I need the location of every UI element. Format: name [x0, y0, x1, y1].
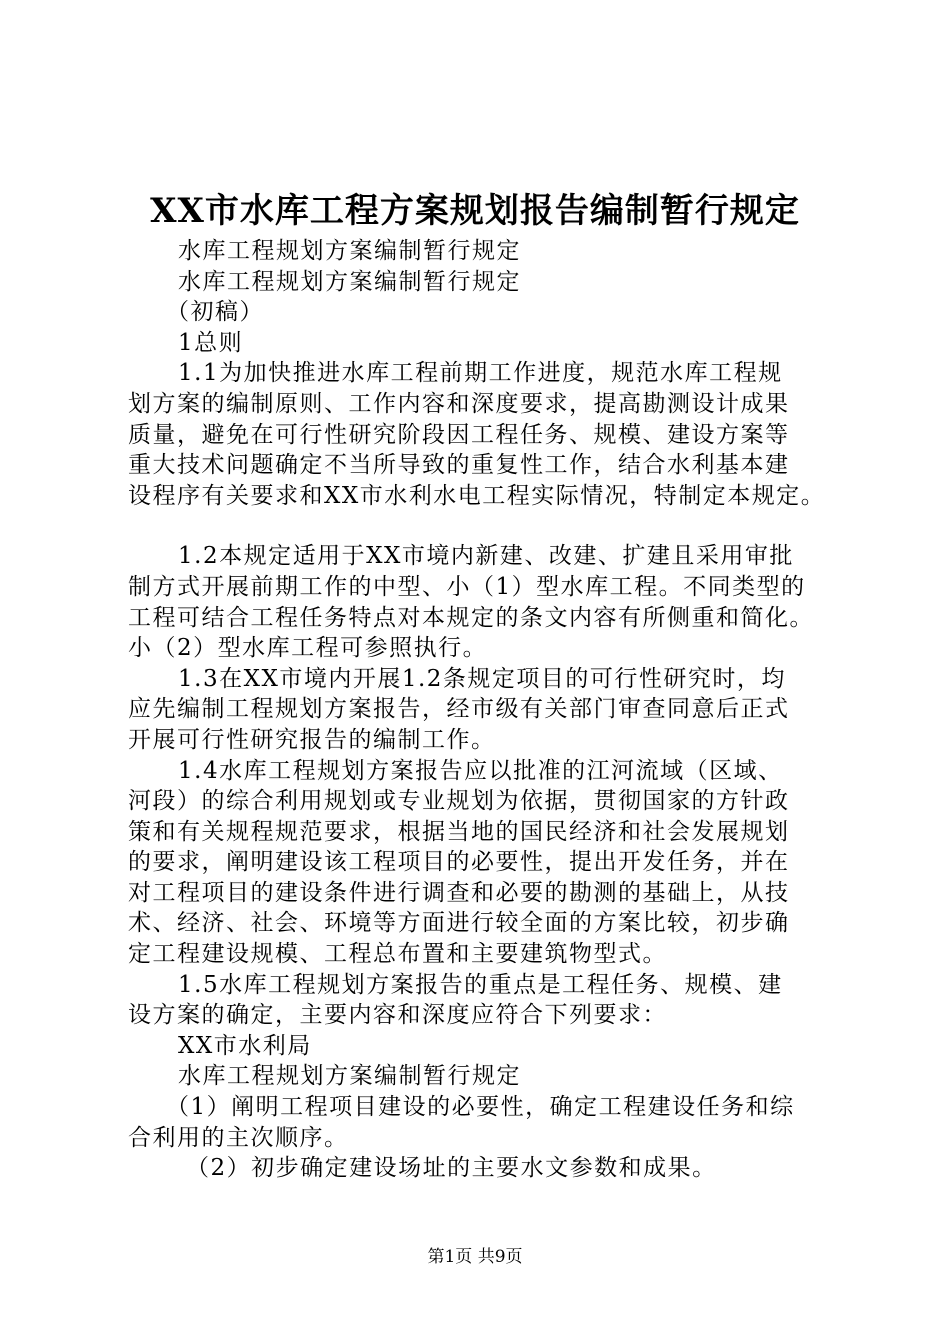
paragraph-line: 策和有关规程规范要求，根据当地的国民经济和社会发展规划: [128, 818, 790, 845]
paragraph-line: 设方案的确定，主要内容和深度应符合下列要求：: [128, 1002, 667, 1029]
paragraph-line: 小（2）型水库工程可参照执行。: [128, 635, 488, 662]
document-body: [128, 236, 832, 1184]
paragraph-line: （1）阐明工程项目建设的必要性，确定工程建设任务和综: [166, 1094, 795, 1121]
paragraph-line: 对工程项目的建设条件进行调查和必要的勘测的基础上，从技: [128, 879, 790, 906]
paragraph-line: 1.5水库工程规划方案报告的重点是工程任务、规模、建: [178, 971, 783, 998]
paragraph-line: 河段）的综合利用规划或专业规划为依据，贯彻国家的方针政: [128, 788, 790, 815]
paragraph-gap: [128, 511, 832, 541]
paragraph-line: 术、经济、社会、环境等方面进行较全面的方案比较，初步确: [128, 910, 790, 937]
paragraph-line: 1.1为加快推进水库工程前期工作进度，规范水库工程规: [178, 360, 783, 387]
paragraph-line: 制方式开展前期工作的中型、小（1）型水库工程。不同类型的: [128, 573, 806, 600]
paragraph-line: 重大技术问题确定不当所导致的重复性工作，结合水利基本建: [128, 452, 790, 479]
paragraph-line: 开展可行性研究报告的编制工作。: [128, 726, 496, 753]
paragraph-line: 质量，避免在可行性研究阶段因工程任务、规模、建设方案等: [128, 421, 790, 448]
paragraph-line: 工程可结合工程任务特点对本规定的条文内容有所侧重和简化。: [128, 604, 814, 631]
paragraph-line: 定工程建设规模、工程总布置和主要建筑物型式。: [128, 941, 667, 968]
heading-line: 水库工程规划方案编制暂行规定: [178, 268, 521, 295]
paragraph-line: 设程序有关要求和XX市水利水电工程实际情况，特制定本规定。: [128, 482, 826, 509]
paragraph-line: 划方案的编制原则、工作内容和深度要求，提高勘测设计成果: [128, 390, 790, 417]
paragraph-line: 1.3在XX市境内开展1.2条规定项目的可行性研究时，均: [178, 665, 786, 692]
paragraph-line: 应先编制工程规划方案报告，经市级有关部门审查同意后正式: [128, 696, 790, 723]
document-title: XX市水库工程方案规划报告编制暂行规定: [150, 191, 800, 231]
paragraph-line: （2）初步确定建设场址的主要水文参数和成果。: [186, 1155, 717, 1182]
paragraph-line: 1.2本规定适用于XX市境内新建、改建、扩建且采用审批: [178, 543, 794, 570]
issuer-line: XX市水利局: [178, 1032, 312, 1059]
paragraph-line: 合利用的主次顺序。: [128, 1124, 349, 1151]
section-heading: 1总则: [178, 329, 244, 356]
heading-line: 水库工程规划方案编制暂行规定: [178, 238, 521, 264]
page-footer: 第1页 共9页: [427, 1247, 523, 1267]
paragraph-line: 的要求，阐明建设该工程项目的必要性，提出开发任务，并在: [128, 849, 790, 876]
heading-line: 水库工程规划方案编制暂行规定: [178, 1063, 521, 1090]
draft-label: （初稿）: [166, 299, 264, 326]
paragraph-line: 1.4水库工程规划方案报告应以批准的江河流域（区域、: [178, 757, 783, 784]
